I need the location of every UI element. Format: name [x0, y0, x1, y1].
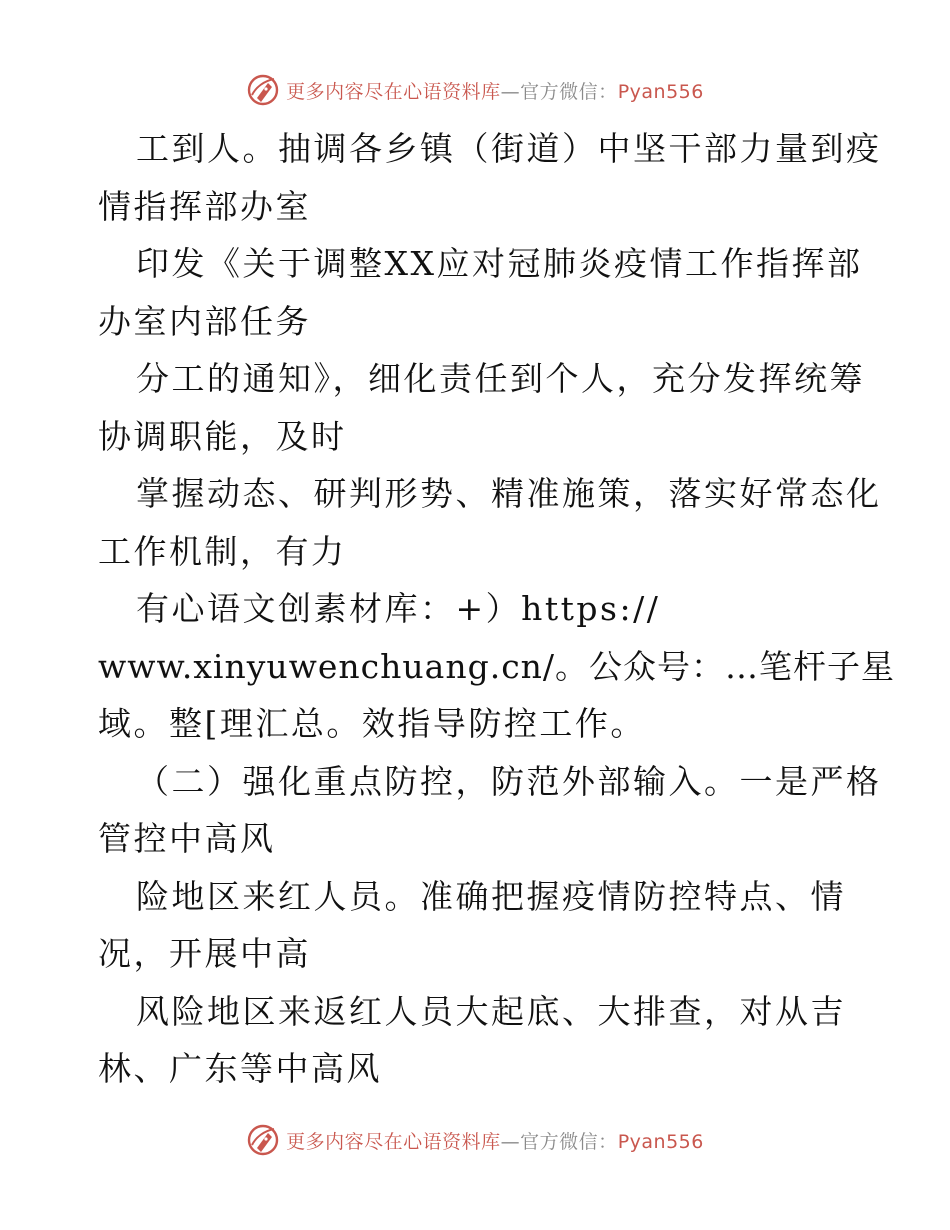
body-line: 工作机制，有力: [98, 531, 347, 571]
body-line: 况，开展中高: [98, 934, 311, 973]
pen-nib-seal-icon: [246, 73, 280, 107]
body-line: 情指挥部办室: [98, 186, 311, 226]
body-line: 有心语文创素材库：+）https://: [136, 589, 661, 628]
body-line: 管控中高风: [98, 819, 276, 858]
body-line: 险地区来红人员。准确把握疫情防控特点、情: [136, 876, 846, 916]
body-line: 风险地区来返红人员大起底、大排查，对从吉: [136, 991, 846, 1031]
document-body: [98, 120, 896, 1098]
site-name: 更多内容尽在心语资料库: [286, 1130, 501, 1153]
body-line: （二）强化重点防控，防范外部输入。一是严格: [136, 761, 882, 801]
body-line: 域。整[理汇总。效指导防控工作。: [98, 704, 646, 743]
separator-dash: —: [500, 80, 521, 103]
wechat-label: 官方微信：: [520, 80, 618, 103]
header-watermark-text: [286, 77, 704, 104]
wechat-id: Pyan556: [617, 80, 704, 103]
body-line: 印发《关于调整XX应对冠肺炎疫情工作指挥部: [136, 244, 863, 283]
footer-watermark-text: [286, 1127, 704, 1154]
wechat-id: Pyan556: [617, 1130, 704, 1153]
body-line: 办室内部任务: [98, 301, 311, 341]
body-line: 分工的通知》，细化责任到个人，充分发挥统筹: [136, 359, 865, 398]
footer-watermark: [0, 1120, 950, 1160]
pen-nib-seal-icon: [246, 1123, 280, 1157]
body-line-url: www.xinyuwenchuang.cn/。公众号：…笔杆子星: [98, 646, 896, 686]
wechat-label: 官方微信：: [520, 1130, 618, 1153]
body-line: 协调职能，及时: [98, 416, 347, 456]
body-line: 工到人。抽调各乡镇（街道）中坚干部力量到疫: [136, 129, 882, 168]
separator-dash: —: [500, 1130, 521, 1153]
site-name: 更多内容尽在心语资料库: [286, 80, 501, 103]
body-line: 掌握动态、研判形势、精准施策，落实好常态化: [136, 474, 882, 513]
header-watermark: [0, 70, 950, 110]
body-line: 林、广东等中高风: [98, 1049, 382, 1088]
